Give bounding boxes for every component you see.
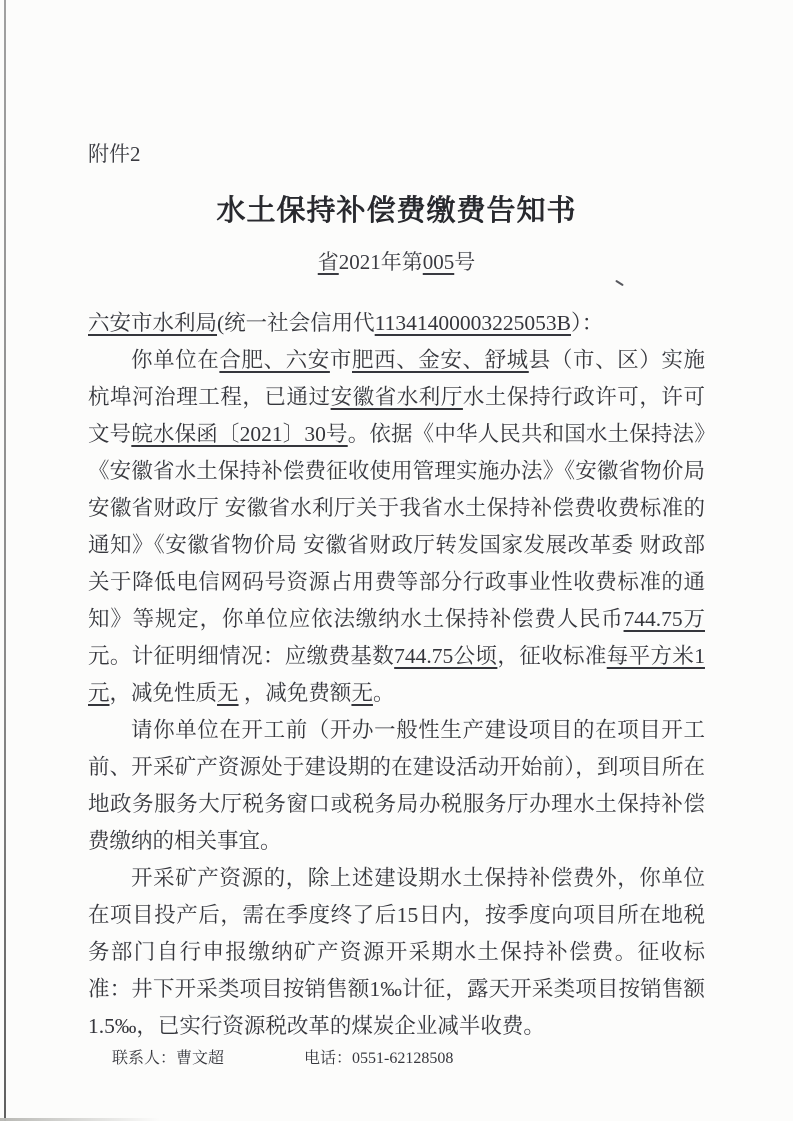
underlined-text-run: 皖水保函〔2021〕30号 [131,422,348,446]
text-run: 请你单位在开工前（开办一般性生产建设项目的在项目开工前、开采矿产资源处于建设期的在建设活动开始前），到项目所在地政务服务大厅税务窗口或税务局办税服务厅办理水土保持补偿费缴纳的相关事宜。 [88,718,705,853]
text-run: ，征收标准 [497,644,607,668]
underlined-text-run: 安徽省水利厅 [330,385,463,409]
underlined-text-run: 无 [351,681,373,705]
underlined-text-run: 11341400003225053B [374,311,571,335]
text-run: 号 [454,250,476,274]
underlined-text-run: 合肥、六安 [219,348,330,372]
document-body [88,305,705,1045]
contact-phone-label: 电话： [304,1050,353,1067]
underlined-text-run: 744.75万 [623,607,705,631]
text-run: 你单位在 [131,348,220,372]
text-run: 水土保持行政许可，许可文号 [88,385,705,446]
contact-phone-number: 0551-62128508 [352,1050,454,1067]
contact-person-name: 曹文超 [176,1050,225,1067]
text-run: 。 [372,681,395,705]
text-run: 元。计征明细情况：应缴费基数 [88,644,395,668]
text-run: 2021年第 [338,250,423,274]
text-run: 市 [329,348,352,372]
contact-person-label: 联系人： [112,1050,177,1067]
text-run: ，减免性质 [109,681,218,705]
underlined-text-run: 无 [217,681,239,705]
contact-line [88,1045,705,1068]
scan-edge-artifact [4,0,6,1121]
paragraph [88,342,705,712]
underlined-text-run: 005 [422,250,455,274]
paragraph [88,305,705,342]
document-title: 水土保持补偿费缴费告知书 [216,195,577,227]
underlined-text-run: 六安市水利局 [88,311,218,335]
attachment-label: 附件2 [88,142,141,166]
text-run: 。依据《中华人民共和国水土保持法》《安徽省水土保持补偿费征收使用管理实施办法》《安徽省物价局 安徽省财政厅 安徽省水利厅关于我省水土保持补偿费收费标准的通知》《安徽省物价局 安徽省财政厅转发国家发展改革委 财政部关于降低电信网码号资源占用费等部分行政事业性收费标准的通知》等规定，你单位应依法缴纳水土保持补偿费人民币 [88,422,705,631]
text-run: ，减免费额 [238,681,352,705]
paragraph [88,712,705,860]
text-run: 开采矿产资源的，除上述建设期水土保持补偿费外，你单位在项目投产后，需在季度终了后15日内，按季度向项目所在地税务部门自行申报缴纳矿产资源开采期水土保持补偿费。征收标准：井下开采类项目按销售额1‰计征，露天开采类项目按销售额1.5‰，已实行资源税改革的煤炭企业减半收费。 [88,866,705,1038]
paragraph [88,860,705,1045]
underlined-text-run: 每平方米1元 [88,644,705,705]
document-number [88,246,705,276]
underlined-text-run: 肥西、金安、舒城 [352,348,529,372]
underlined-text-run: 省 [317,250,339,274]
document-content [88,138,705,1068]
text-run: ）： [570,311,604,335]
text-run: (统一社会信用代 [217,311,375,335]
underlined-text-run: 744.75公顷 [394,644,498,668]
text-run: 县（市、区）实施杭埠河治理工程，已通过 [88,348,705,409]
